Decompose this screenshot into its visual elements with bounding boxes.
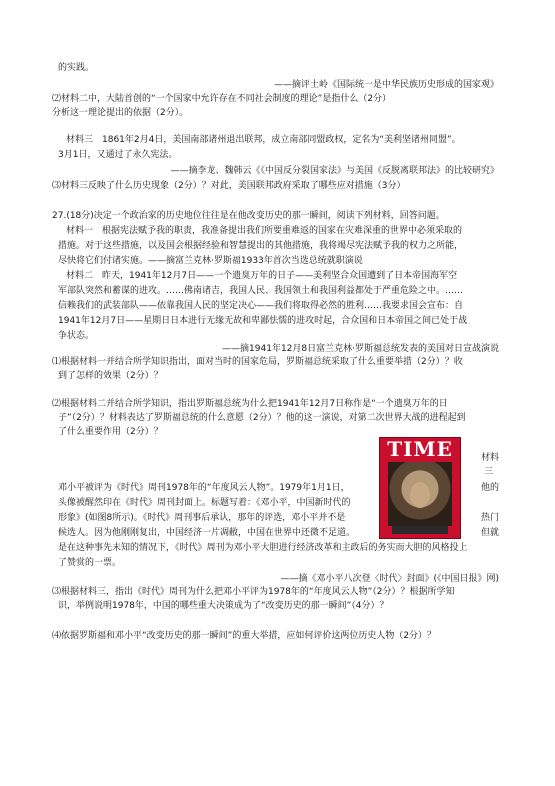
- material-text: 材料一 根据宪法赋予我的职责，我准备提出我们所要重难返的国家在灾难深重的世界中必须采取的: [66, 226, 463, 236]
- material-text: 措施。对于这些措施，以及国会根据经验和智慧提出的其他措施，我将竭尽宪法赋予我的权力之所能，: [58, 241, 464, 251]
- question-text: ⑷依据罗斯福和邓小平“改变历史的那一瞬间”的重大举措，应如何评价这两位历史人物（2分）？: [52, 631, 437, 641]
- question-text: ⑶根据材料三，指出《时代》周刊为什么把邓小平评为1978年的“年度风云人物”（2分）？根据所学知: [52, 587, 455, 597]
- material-text: 邓小平被评为《时代》周刊1978年的“年度风云人物”。1979年1月1日，: [58, 483, 350, 493]
- source-citation: ——摘1941年12月8日富兰克林·罗斯福总统发表的美国对日宣战演说: [222, 344, 499, 354]
- material-text: 但就: [481, 528, 500, 538]
- material-text: 热门: [481, 513, 500, 523]
- cover-caption-bar: [392, 526, 448, 534]
- material-text: 头像被醒然印在《时代》周刊封面上。标题写着：《邓小平，中国新时代的: [58, 498, 351, 508]
- question-text: ⑴根据材料一并结合所学知识指出，面对当时的国家危局，罗斯福总统采取了什么重要举措（2分）？收: [52, 357, 463, 367]
- material-text: 他的: [481, 483, 500, 493]
- material-text: 材料二 昨天，1941年12月7日——一个遗臭万年的日子——美利坚合众国遭到了日本帝国海军空: [66, 271, 458, 281]
- question-heading: 27.(18分)决定一个政治家的历史地位往往是在他改变历史的那一瞬间，阅读下列材料，回答问题。: [52, 211, 445, 221]
- material-text: 候选人。因为他刚刚复出，中国经济一片凋敝，中国在世界中还微不足道。: [58, 528, 356, 538]
- material-text: 军部队突然和蓄谋的进攻。……佛南诸吉，我国人民、我国领土和我国利益都处于严重危险之中。……: [58, 286, 464, 296]
- question-text: ⑵材料二中，大陆首创的“一个国家中允许存在不同社会制度的理论”是指什么（2分）: [52, 94, 392, 104]
- material-label: 三: [484, 467, 494, 477]
- time-magazine-cover-image: [379, 437, 461, 539]
- material-text: 是在这种事先未知的情况下，《时代》周刊为邓小平大胆进行经济改革和主政后的务实而大胆的风格投上: [58, 543, 468, 553]
- material-text: 形象》(如图8所示)。《时代》周刊事后承认，那年的评选，邓小平并不是: [58, 513, 346, 523]
- material-text: 信赖我们的武装部队——依靠我国人民的坚定决心——我们将取得必然的胜利……我要求国会宣布：自: [58, 301, 464, 311]
- material-text: 1941年12月7日——星期日日本进行无缘无故和卑鄙怯懦的进攻时起，合众国和日本帝国之间已处于战: [58, 316, 468, 326]
- time-masthead: TIME: [387, 437, 453, 461]
- question-text: 到了怎样的效果（2分）？: [58, 371, 163, 381]
- question-text: 子”（2分）？材料表达了罗斯福总统的什么意愿（2分）？他的这一演说，对第二次世界大战的进程起到: [58, 413, 466, 423]
- text-line: 的实践。: [58, 63, 95, 73]
- question-text: 了什么重要作用（2分）？: [58, 427, 163, 437]
- face-shape: [410, 482, 430, 508]
- question-text: 分析这一理论提出的依据（2分）。: [52, 108, 189, 118]
- material-text: 材料三 1861年2月4日，美国南部诸州退出联邦，成立南部同盟政权，定名为“美利坚诸州同盟”。: [66, 135, 461, 145]
- material-label: 材料: [481, 453, 500, 463]
- material-text: 争状态。: [58, 331, 95, 341]
- material-text: 了赞赏的一票。: [58, 558, 122, 568]
- source-citation: ——摘李龙、魏韩云《《中国反分裂国家法》与美国《反脱离联邦法》的比较研究》: [170, 166, 499, 176]
- question-text: 识，举例说明1978年，中国的哪些重大决策成为了“改变历史的那一瞬间”（4分）？: [58, 601, 389, 611]
- question-text: ⑵根据材料二并结合所学知识，指出罗斯福总统为什么把1941年12月7日称作是“一个遗臭万年的日: [52, 399, 448, 409]
- portrait-photo: [388, 462, 452, 526]
- source-citation: ——摘《邓小平八次登〈时代〉封面》(《中国日报》网): [280, 574, 499, 584]
- question-text: ⑶材料三反映了什么历史现象（2分）？对此，美国联邦政府采取了哪些应对措施（3分）: [52, 181, 406, 191]
- material-text: 尽快将它们付诸实施。——摘富兰克林·罗斯福1933年首次当选总统就职演说: [58, 256, 363, 266]
- source-citation: ——摘评土岭《国际统一是中华民族历史形成的国家观》: [273, 80, 499, 90]
- material-text: 3月1日，又通过了永久宪法。: [58, 150, 178, 160]
